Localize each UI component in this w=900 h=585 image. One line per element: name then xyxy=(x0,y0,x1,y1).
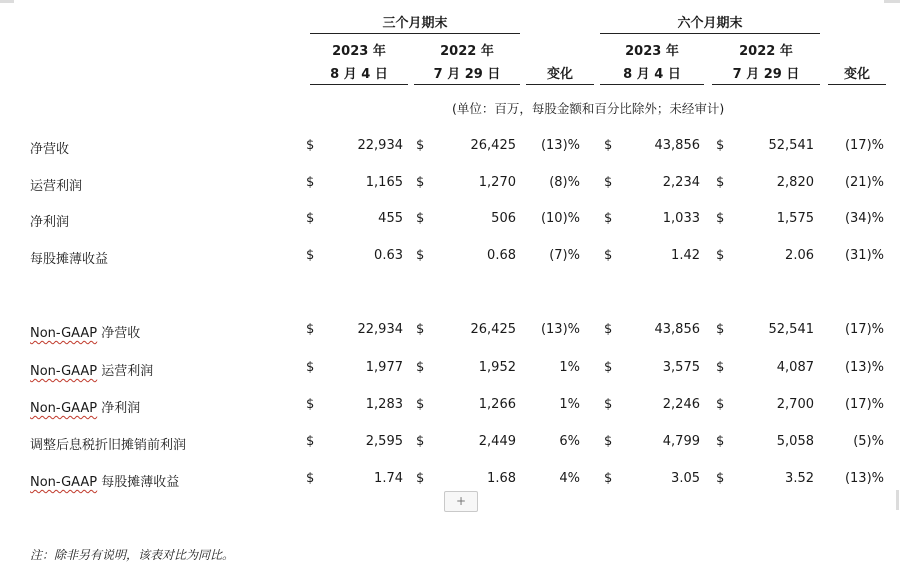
footnote: 注：除非另有说明，该表对比为同比。 xyxy=(30,548,235,562)
value-3m-2022: 1.68 xyxy=(487,471,516,486)
non-gaap-prefix: Non-GAAP xyxy=(30,326,98,341)
change-3m: (13)% xyxy=(540,322,580,337)
value-6m-2022: 52,541 xyxy=(768,138,814,153)
value-6m-2023: 43,856 xyxy=(654,322,700,337)
value-6m-2022: 5,058 xyxy=(776,434,814,449)
value-3m-2022: 1,266 xyxy=(478,397,516,412)
currency-symbol: $ xyxy=(416,211,425,226)
underline-2022-6m xyxy=(712,84,820,85)
row-label-text: 每股摊薄收益 xyxy=(30,252,109,267)
currency-symbol: $ xyxy=(716,397,725,412)
currency-symbol: $ xyxy=(306,360,315,375)
col-2023-year-6m: 2023 年 xyxy=(625,44,679,59)
value-3m-2023: 1,977 xyxy=(365,360,403,375)
value-6m-2023: 4,799 xyxy=(662,434,700,449)
col-change-6m: 变化 xyxy=(843,67,870,82)
value-6m-2023: 3.05 xyxy=(671,471,700,486)
value-6m-2022: 2,700 xyxy=(776,397,814,412)
row-label-text: 调整后息税折旧摊销前利润 xyxy=(30,438,187,453)
change-3m: (10)% xyxy=(540,211,580,226)
change-3m: (8)% xyxy=(549,175,580,190)
currency-symbol: $ xyxy=(716,434,725,449)
change-6m: (21)% xyxy=(844,175,884,190)
currency-symbol: $ xyxy=(416,360,425,375)
value-3m-2022: 26,425 xyxy=(470,322,516,337)
value-3m-2023: 1,283 xyxy=(365,397,403,412)
non-gaap-prefix: Non-GAAP xyxy=(30,364,98,379)
currency-symbol: $ xyxy=(416,471,425,486)
value-6m-2023: 2,234 xyxy=(662,175,700,190)
currency-symbol: $ xyxy=(306,248,315,263)
currency-symbol: $ xyxy=(416,322,425,337)
value-6m-2022: 3.52 xyxy=(785,471,814,486)
currency-symbol: $ xyxy=(716,360,725,375)
value-3m-2022: 506 xyxy=(491,211,516,226)
currency-symbol: $ xyxy=(604,397,613,412)
currency-symbol: $ xyxy=(716,248,725,263)
value-3m-2023: 22,934 xyxy=(357,322,403,337)
value-3m-2022: 1,952 xyxy=(478,360,516,375)
value-6m-2022: 2.06 xyxy=(785,248,814,263)
row-label-text: 净营收 xyxy=(30,142,70,157)
currency-symbol: $ xyxy=(306,322,315,337)
value-3m-2022: 26,425 xyxy=(470,138,516,153)
change-6m: (17)% xyxy=(844,397,884,412)
currency-symbol: $ xyxy=(604,471,613,486)
row-label-text: 每股摊薄收益 xyxy=(101,475,180,490)
col-2022-date-6m: 7 月 29 日 xyxy=(732,67,800,82)
value-3m-2023: 0.63 xyxy=(374,248,403,263)
currency-symbol: $ xyxy=(416,138,425,153)
col-2023-year-3m: 2023 年 xyxy=(332,44,386,59)
three-months-heading: 三个月期末 xyxy=(382,16,448,31)
currency-symbol: $ xyxy=(716,211,725,226)
row-label xyxy=(30,138,69,157)
row-label-text: 运营利润 xyxy=(101,364,154,379)
corner-mark-left xyxy=(0,0,14,3)
currency-symbol: $ xyxy=(306,471,315,486)
row-label xyxy=(30,397,140,416)
currency-symbol: $ xyxy=(306,397,315,412)
value-3m-2022: 1,270 xyxy=(478,175,516,190)
six-months-heading: 六个月期末 xyxy=(677,16,743,31)
three-months-rule xyxy=(310,33,520,34)
row-label-text: 净利润 xyxy=(30,215,70,230)
value-3m-2022: 0.68 xyxy=(487,248,516,263)
non-gaap-prefix: Non-GAAP xyxy=(30,401,98,416)
six-months-rule xyxy=(600,33,820,34)
change-6m: (17)% xyxy=(844,322,884,337)
change-3m: 6% xyxy=(559,434,580,449)
value-6m-2023: 43,856 xyxy=(654,138,700,153)
scroll-edge-mark[interactable] xyxy=(896,490,899,510)
underline-2022-3m xyxy=(414,84,520,85)
change-3m: 1% xyxy=(559,360,580,375)
value-6m-2023: 2,246 xyxy=(662,397,700,412)
currency-symbol: $ xyxy=(604,360,613,375)
currency-symbol: $ xyxy=(416,175,425,190)
currency-symbol: $ xyxy=(604,434,613,449)
col-change-3m: 变化 xyxy=(546,67,573,82)
change-3m: (13)% xyxy=(540,138,580,153)
underline-change-6m xyxy=(828,84,886,85)
currency-symbol: $ xyxy=(604,138,613,153)
value-3m-2022: 2,449 xyxy=(478,434,516,449)
change-6m: (17)% xyxy=(844,138,884,153)
value-6m-2022: 2,820 xyxy=(776,175,814,190)
currency-symbol: $ xyxy=(306,211,315,226)
change-6m: (5)% xyxy=(853,434,884,449)
value-3m-2023: 1,165 xyxy=(365,175,403,190)
currency-symbol: $ xyxy=(604,175,613,190)
currency-symbol: $ xyxy=(716,175,725,190)
corner-mark-right xyxy=(884,0,900,3)
row-label xyxy=(30,175,82,194)
change-6m: (31)% xyxy=(844,248,884,263)
currency-symbol: $ xyxy=(416,397,425,412)
underline-2023-6m xyxy=(600,84,704,85)
col-2022-date-3m: 7 月 29 日 xyxy=(433,67,501,82)
row-label xyxy=(30,322,140,341)
value-6m-2023: 1.42 xyxy=(671,248,700,263)
currency-symbol: $ xyxy=(716,322,725,337)
row-label-text: 净营收 xyxy=(101,326,141,341)
currency-symbol: $ xyxy=(604,248,613,263)
row-label xyxy=(30,360,153,379)
row-label xyxy=(30,248,108,267)
currency-symbol: $ xyxy=(416,434,425,449)
row-label xyxy=(30,211,69,230)
change-6m: (34)% xyxy=(844,211,884,226)
col-2022-year-3m: 2022 年 xyxy=(440,44,494,59)
change-3m: (7)% xyxy=(549,248,580,263)
row-label-text: 运营利润 xyxy=(30,179,83,194)
currency-symbol: $ xyxy=(716,138,725,153)
value-6m-2022: 4,087 xyxy=(776,360,814,375)
currency-symbol: $ xyxy=(716,471,725,486)
col-2023-date-3m: 8 月 4 日 xyxy=(330,67,388,82)
currency-symbol: $ xyxy=(416,248,425,263)
value-6m-2022: 52,541 xyxy=(768,322,814,337)
value-6m-2022: 1,575 xyxy=(776,211,814,226)
change-6m: (13)% xyxy=(844,471,884,486)
value-3m-2023: 22,934 xyxy=(357,138,403,153)
currency-symbol: $ xyxy=(604,322,613,337)
col-2022-year-6m: 2022 年 xyxy=(739,44,793,59)
row-label xyxy=(30,471,179,490)
currency-symbol: $ xyxy=(306,138,315,153)
col-2023-date-6m: 8 月 4 日 xyxy=(623,67,681,82)
underline-2023-3m xyxy=(310,84,408,85)
underline-change-3m xyxy=(526,84,594,85)
row-label-text: 净利润 xyxy=(101,401,141,416)
non-gaap-prefix: Non-GAAP xyxy=(30,475,98,490)
currency-symbol: $ xyxy=(604,211,613,226)
row-label xyxy=(30,434,186,453)
currency-symbol: $ xyxy=(306,175,315,190)
value-3m-2023: 1.74 xyxy=(374,471,403,486)
value-6m-2023: 1,033 xyxy=(662,211,700,226)
value-6m-2023: 3,575 xyxy=(662,360,700,375)
change-3m: 1% xyxy=(559,397,580,412)
value-3m-2023: 455 xyxy=(378,211,403,226)
value-3m-2023: 2,595 xyxy=(365,434,403,449)
currency-symbol: $ xyxy=(306,434,315,449)
add-row-button[interactable]: + xyxy=(444,491,478,512)
change-6m: (13)% xyxy=(844,360,884,375)
change-3m: 4% xyxy=(559,471,580,486)
unit-note: (单位：百万，每股金额和百分比除外；未经审计) xyxy=(452,101,725,116)
